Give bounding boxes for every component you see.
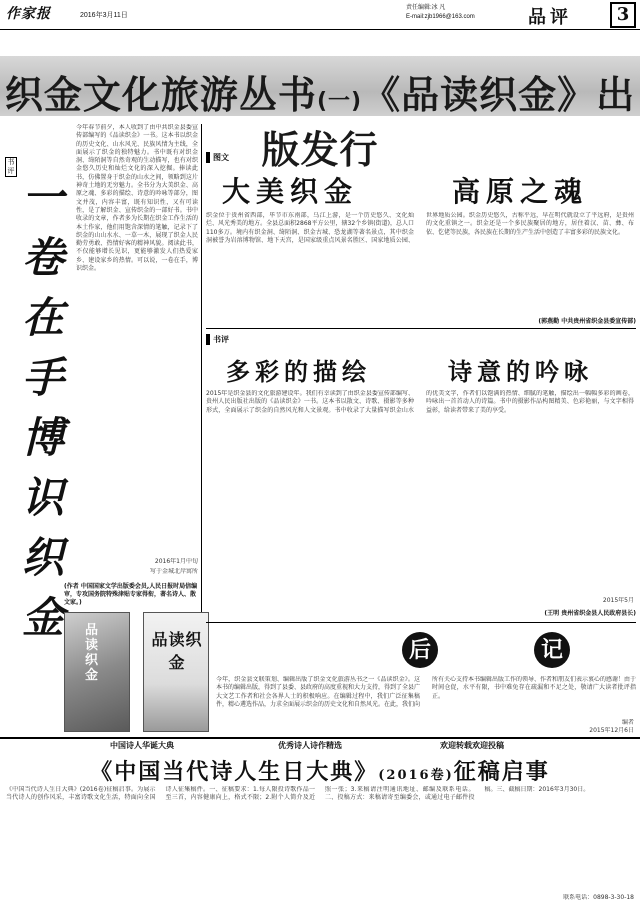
upper-article-body: 织金位于贵州省西部，毕节市东南部，乌江上游，是一个历史悠久、文化灿烂、风光秀美的地方。全县总面积2868平方公里，辖32个乡镇(街道)，总人口110多万。境内有织金洞、绮陌洞、织金古城、恐龙湖等著名景点，其中织金洞被誉为岩溶博物馆、地下天宫，是国家级重点风景名胜区、国家地质公园、世界地质公园。织金历史悠久，古称平远，早在明代就设立了平远府，是贵州的文化重镇之一。织金还是一个多民族聚居的地方，居住着汉、苗、彝、布依、仡佬等民族，各民族在长期的生产生活中创造了丰富多彩的民族文化。	[206, 212, 634, 244]
title-year: (2016卷)	[378, 768, 454, 783]
mid-article-title-a: 多彩的描绘	[226, 358, 371, 386]
mid-divider	[206, 622, 636, 623]
upper-article-tag: 图文	[206, 152, 229, 163]
mid-signoff-date: 2015年5月	[602, 597, 634, 604]
upper-divider	[206, 328, 636, 329]
footer-slogan-3: 欢迎转载欢迎投稿	[440, 741, 504, 750]
call-for-papers-contact: 联系电话：0898-3-30-18	[563, 894, 634, 901]
afterword-char-2: 记	[534, 632, 570, 668]
left-author-caption: (作者 中国国家文学出版委会员,人民日报时局信编审，专攻国务院特殊津贴专家得衔，著名诗人、散文家。)	[64, 583, 198, 606]
afterword-char-1: 后	[402, 632, 438, 668]
headline-part3: 《品读织金》出版发行	[261, 73, 636, 172]
page-number: 3	[610, 2, 636, 28]
afterword-body: 今年，织金县文联策划、编辑出版了织金文化旅游丛书之一《品读织金》。这本书的编辑出版，得到了县委、县政府的高度重视和大力支持，得到了全县广大文艺工作者和社会各界人士的积极响应。在编辑过程中，我们广泛征集稿件，精心遴选作品，力求全面展示织金的历史文化和自然风光。在此，我们向所有关心支持本书编辑出版工作的领导、作者和朋友们表示衷心的感谢！由于时间仓促，水平有限，书中难免存在疏漏和不足之处，敬请广大读者批评指正。	[216, 676, 636, 708]
book-cover-image-2	[143, 612, 209, 732]
left-column-tag: 书评	[5, 157, 17, 177]
upper-article-title-a: 大美织金	[222, 175, 359, 208]
book-cover-title: 品读织金	[85, 623, 99, 683]
editor-name: 责任编辑:冰 凡	[406, 5, 446, 11]
mid-article-author: (王明 贵州省织金县人民政府县长)	[544, 610, 636, 617]
section-title: 品评	[528, 7, 572, 28]
left-vertical-title: 一卷在手博识织金	[21, 173, 64, 642]
mid-article-tag: 书评	[206, 334, 229, 345]
editor-info	[406, 4, 475, 22]
afterword-signoff: 编者	[621, 719, 634, 726]
left-article-body: 今年春节前夕，本人收到了由中共织金县委宣传部编写的《品读织金》一书。这本书以织金的历史文化、山水风光、民族风情为主线，全面展示了织金的独特魅力。书中既有对织金洞、绮陌洞等自然奇观的生动描写，也有对织金悠久历史和灿烂文化的深入挖掘。捧读此书，仿佛置身于织金的山水之间，领略到这片神奇土地的无穷魅力。全书分为大美织金、高原之魂、多彩的描绘、诗意的吟咏等部分，图文并茂，内容丰富，既有知识性，又有可读性，是了解织金、宣传织金的一部好书。书中收录的文章，作者多为长期在织金工作生活的本土作家，他们用饱含深情的笔触，记录下了织金的山山水水、一草一木，展现了织金人民勤劳勇敢、热情好客的精神风貌。阅读此书，不仅能够增长见识，更能够激发人们热爱家乡、建设家乡的热情。可以说，一卷在手，博识织金。	[76, 124, 198, 273]
title-main: 中国当代诗人生日大典	[114, 759, 355, 785]
book-cover-image	[64, 612, 130, 732]
footer-divider	[0, 737, 640, 739]
left-signoff-place: 写于金城北岸寓所	[149, 568, 198, 575]
issue-date: 2016年3月11日	[80, 12, 128, 19]
call-for-papers-body: 《中国当代诗人生日大典》(2016卷)征稿启事。为展示当代诗人的创作风采，丰富诗歌文化生活，特面向全国诗人征集稿件。一、征稿要求：1.每人限投诗歌作品一至三首，内容健康向上，格式不限；2.附个人简介及近照一张；3.来稿请注明通讯地址、邮编及联系电话。二、投稿方式：来稿请寄至编委会，或通过电子邮件投稿。三、截稿日期：2016年3月30日。	[6, 786, 590, 802]
afterword-signoff-date: 2015年12月6日	[589, 727, 634, 734]
mid-article-title-b: 诗意的吟咏	[448, 358, 593, 386]
footer-slogan-1: 中国诗人华诞大典	[110, 741, 174, 750]
title-close-quote: 》	[354, 759, 379, 785]
left-signoff-date: 2016年1月中旬	[154, 558, 198, 565]
column-divider	[201, 124, 202, 614]
editor-email: E-mail:zjb1966@163.com	[406, 14, 475, 20]
newspaper-logo: 作家报	[6, 6, 51, 22]
headline-part2: (一)	[316, 89, 363, 114]
headline-part1: 织金文化旅游丛书	[4, 73, 317, 117]
upper-article-author: (郭燕勤 中共贵州省织金县委宣传部)	[538, 318, 636, 325]
book-cover-title-2: 品读织金	[151, 630, 203, 672]
footer-slogan-2: 优秀诗人诗作精选	[278, 741, 342, 750]
title-tail: 征稿启事	[453, 759, 550, 785]
title-open-quote: 《	[90, 759, 115, 785]
upper-article-title-b: 高原之魂	[452, 175, 589, 208]
footer-slogans	[0, 740, 640, 754]
mid-article-body: 2015年是织金县的文化旅游建设年。我们有幸读到了由织金县委宣传部编写、贵州人民出版社出版的《品读织金》一书。这本书以散文、诗歌、摄影等多种形式，全面展示了织金的自然风光和人文景观。书中收录了大量描写织金山水的优美文字，作者们以饱满的热情、细腻的笔触，描绘出一幅幅多彩的画卷，吟咏出一首首动人的诗篇。书中的摄影作品构图精美、色彩艳丽，与文字相得益彰，给读者带来了美的享受。	[206, 390, 634, 414]
call-for-papers-title	[0, 755, 640, 786]
